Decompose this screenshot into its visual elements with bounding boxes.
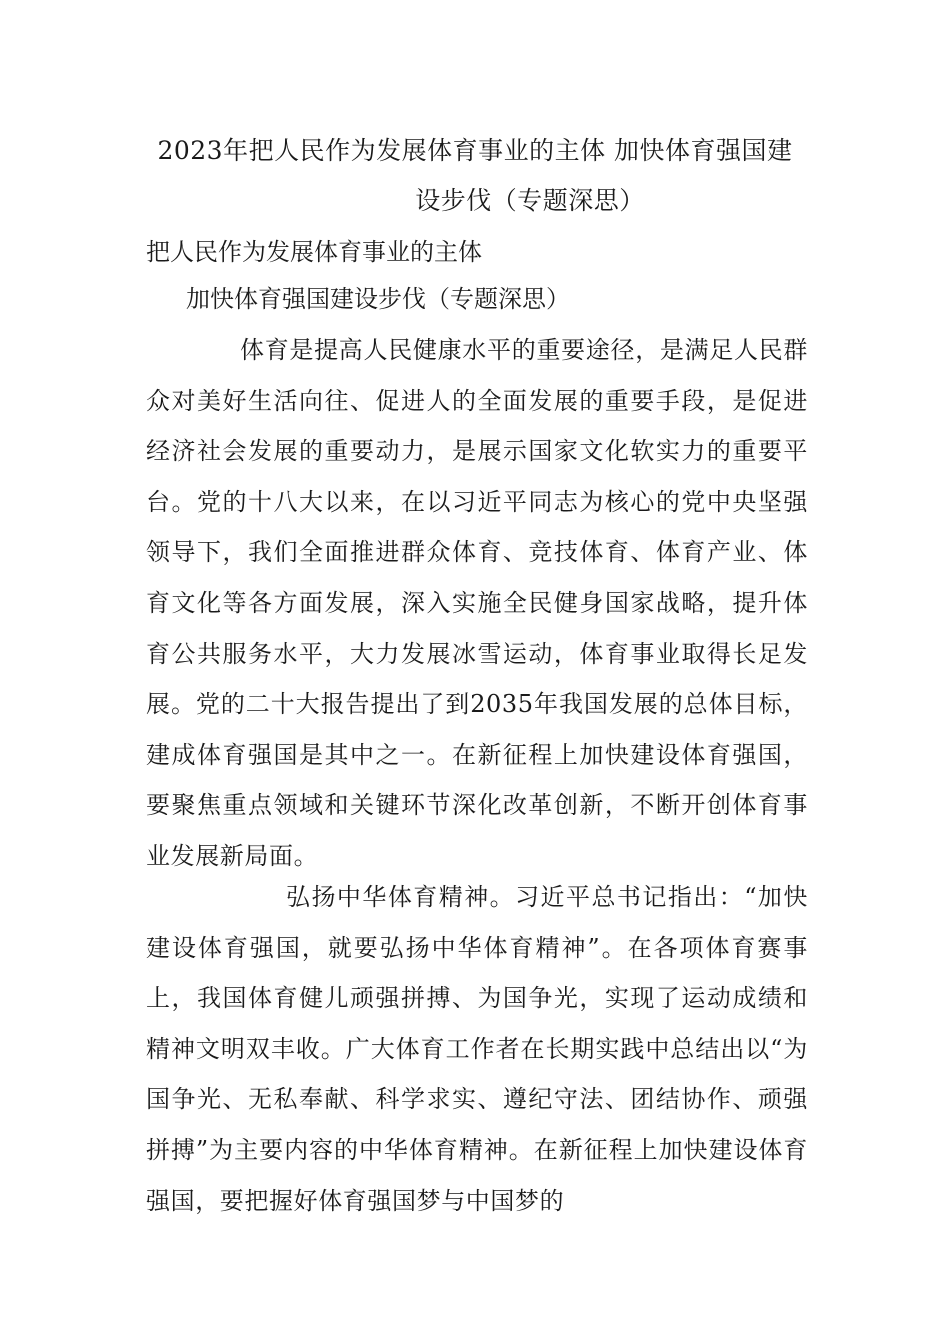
paragraph-1: 体育是提高人民健康水平的重要途径，是满足人民群众对美好生活向往、促进人的全面发展的重要手段，是促进经济社会发展的重要动力，是展示国家文化软实力的重要平台。党的十八大以来，在以习近平同志为核心的党中央坚强领导下，我们全面推进群众体育、竞技体育、体育产业、体育文化等各方面发展，深入实施全民健身国家战略，提升体育公共服务水平，大力发展冰雪运动，体育事业取得长足发展。党的二十大报告提出了到2035年我国发展的总体目标，建成体育强国是其中之一。在新征程上加快建设体育强国，要聚焦重点领域和关键环节深化改革创新，不断开创体育事业发展新局面。 bbox=[146, 336, 808, 870]
document-title bbox=[130, 126, 820, 226]
subtitle-2: 加快体育强国建设步伐（专题深思） bbox=[186, 285, 570, 313]
title-line-2: 设步伐（专题深思） bbox=[415, 186, 645, 215]
title-line-1: 2023年把人民作为发展体育事业的主体 加快体育强国建 bbox=[157, 136, 793, 165]
paragraph-2: 弘扬中华体育精神。习近平总书记指出：“加快建设体育强国，就要弘扬中华体育精神”。在各项体育赛事上，我国体育健儿顽强拼搏、为国争光，实现了运动成绩和精神文明双丰收。广大体育工作者在长期实践中总结出以“为国争光、无私奉献、科学求实、遵纪守法、团结协作、顽强拼搏”为主要内容的中华体育精神。在新征程上加快建设体育强国，要把握好体育强国梦与中国梦的 bbox=[146, 883, 808, 1215]
subtitle-1: 把人民作为发展体育事业的主体 bbox=[146, 238, 482, 266]
